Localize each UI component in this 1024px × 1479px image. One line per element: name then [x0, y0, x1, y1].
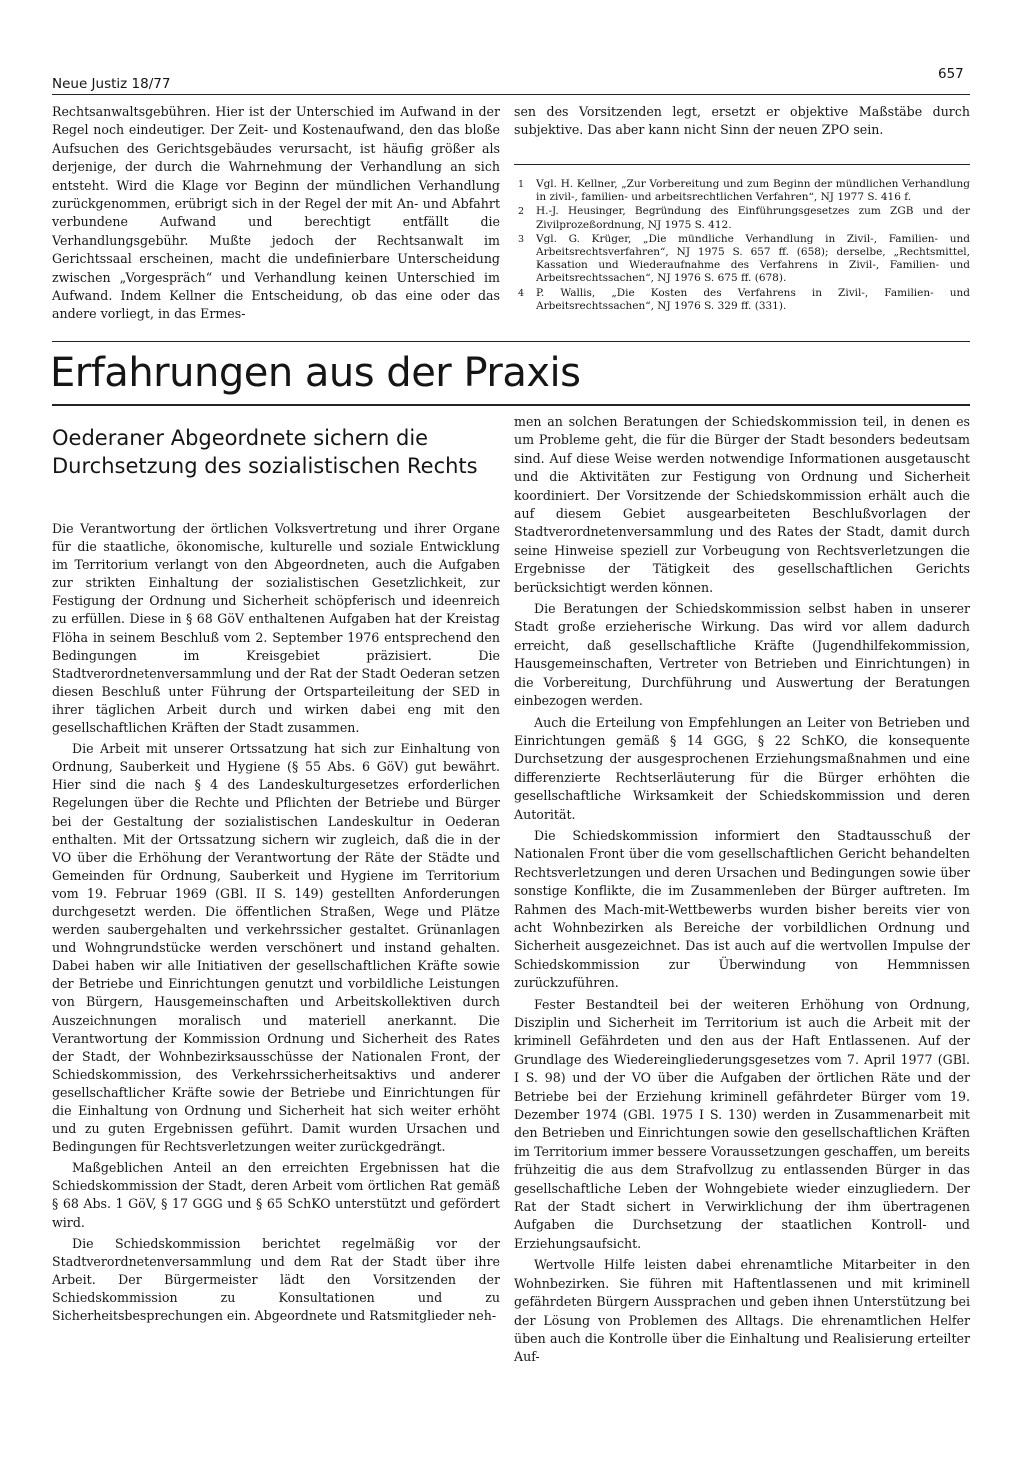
top-left-column — [52, 103, 500, 324]
article-paragraph: Auch die Erteilung von Empfehlungen an Leiter von Betrieben und Einrichtungen gemäß § 14 GGG, § 22 SchKO, die konsequente Durchsetzung der ausgesprochenen Erziehungsmaßnahmen und eine differenzierte Rechtserläuterung für die Bürger erhöhten die gesellschaftliche Wirksamkeit der Schiedskommission und deren Autorität. — [514, 714, 970, 822]
footnote-rule — [514, 164, 970, 165]
section-bottom-rule — [52, 404, 970, 406]
article-paragraph: Die Schiedskommission berichtet regelmäßig vor der Stadtverordnetenversammlung und dem Rat der Stadt über ihre Arbeit. Der Bürgermeister lädt den Vorsitzenden der Schiedskommission zu Konsultationen und zu Sicherheitsbesprechungen ein. Abgeordnete und Ratsmitglieder neh- — [52, 1235, 500, 1324]
article-left-column — [52, 520, 500, 1325]
footnotes — [514, 178, 970, 313]
top-left-paragraph: Rechtsanwaltsgebühren. Hier ist der Unterschied im Aufwand in der Regel noch eindeutiger. Der Zeit- und Kostenaufwand, den das bloße Aufsuchen des Gerichtsgebäudes verursacht, ist häufig größer als derjenige, der durch die Wahrnehmung der Verhandlung an sich entsteht. Wird die Klage vor Beginn der mündlichen Verhandlung zurückgenommen, erübrigt sich in der Regel der mit An- und Abfahrt verbundene Aufwand und berechtigt entfällt die Verhandlungsgebühr. Mußte jedoch der Rechtsanwalt im Gerichtssaal erscheinen, macht die undefinierbare Unterscheidung zwischen „Vorgespräch“ und Verhandlung keinen Unterschied im Aufwand. Indem Kellner die Entscheidung, ob das eine oder das andere vorliegt, in das Ermes- — [52, 104, 500, 322]
article-paragraph: Die Arbeit mit unserer Ortssatzung hat sich zur Einhaltung von Ordnung, Sauberkeit und Hygiene (§ 55 Abs. 6 GöV) gut bewährt. Hier sind die nach § 4 des Landeskulturgesetzes erforderlichen Regelungen über die Rechte und Pflichten der Betriebe und Bürger bei der Gestaltung der sozialistischen Landeskultur in Oederan enthalten. Mit der Ortssatzung sichern wir zugleich, daß die in der VO über die Erhöhung der Verantwortung der Räte der Städte und Gemeinden für Ordnung, Sauberkeit und Hygiene im Territorium vom 19. Februar 1969 (GBl. II S. 149) gestellten Anforderungen durchgesetzt werden. Die öffentlichen Straßen, Wege und Plätze werden saubergehalten und verkehrssicher gestaltet. Grünanlagen und Wohngrundstücke werden verschönert und instand gehalten. Dabei haben wir alle Initiativen der gesellschaftlichen Kräfte sowie der Betriebe und Einrichtungen genutzt und vorbildliche Leistungen von Bürgern, Hausgemeinschaften und Arbeitskollektiven durch Auszeichnungen moralisch und materiell anerkannt. Die Verantwortung der Kommission Ordnung und Sicherheit des Rates der Stadt, der Wohnbezirksausschüsse der Nationalen Front, der Schiedskommission, des Verkehrssicherheitsaktivs und anderer gesellschaftlicher Kräfte sowie der Betriebe und Einrichtungen für die Einhaltung von Ordnung und Sicherheit hat sich weiter erhöht und zu guten Ergebnissen geführt. Damit wurden Ursachen und Bedingungen für Rechtsverletzungen weiter zurückgedrängt. — [52, 741, 500, 1155]
article-paragraph: Wertvolle Hilfe leisten dabei ehrenamtliche Mitarbeiter in den Wohnbezirken. Sie führen mit Haftentlassenen und mit kriminell gefährdeten Bürgern Aussprachen und geben ihnen Unterstützung bei der Lösung von Problemen des Alltags. Die ehrenamtlichen Helfer üben auch die Kontrolle über die Einhaltung und Realisierung erteilter Auf- — [514, 1257, 970, 1365]
section-top-rule — [52, 341, 970, 342]
footnote: 4 P. Wallis, „Die Kosten des Verfahrens in Zivil-, Familien- und Arbeitsrechtssachen“, NJ 1976 S. 329 ff. (331). — [518, 286, 970, 312]
top-right-column — [514, 103, 970, 140]
article-paragraph: Maßgeblichen Anteil an den erreichten Ergebnissen hat die Schiedskommission der Stadt, deren Arbeit vom örtlichen Rat gemäß § 68 Abs. 1 GöV, § 17 GGG und § 65 SchKO unterstützt und gefördert wird. — [52, 1160, 500, 1230]
article-title-line: Oederaner Abgeordnete sichern die — [52, 426, 429, 450]
article-paragraph: Fester Bestandteil bei der weiteren Erhöhung von Ordnung, Disziplin und Sicherheit im Territorium ist auch die Arbeit mit der kriminell Gefährdeten und den aus der Haft Entlassenen. Auf der Grundlage des Wiedereingliederungsgesetzes vom 7. April 1977 (GBl. I S. 98) und der VO über die Aufgaben der örtlichen Räte und der Betriebe bei der Erziehung kriminell gefährdeter Bürger vom 19. Dezember 1974 (GBl. 1975 I S. 130) werden in Zusammenarbeit mit den Betrieben und Einrichtungen sowie den gesellschaftlichen Kräften im Territorium immer bessere Voraussetzungen geschaffen, um bereits frühzeitig die aus dem Strafvollzug zu entlassenden Bürger in das gesellschaftliche Leben der Wohngebiete wieder einzugliedern. Der Rat der Stadt sichert in Verwirklichung der ihm übertragenen Aufgaben die Durchsetzung der staatlichen Kontroll- und Erziehungsaufsicht. — [514, 996, 970, 1251]
article-title-line: Durchsetzung des sozialistischen Rechts — [52, 454, 478, 478]
article-right-column — [514, 413, 970, 1367]
section-title: Erfahrungen aus der Praxis — [50, 350, 581, 396]
article-paragraph: Die Schiedskommission informiert den Stadtausschuß der Nationalen Front über die vom gesellschaftlichen Gericht behandelten Rechtsverletzungen und deren Ursachen und Bedingungen sowie über sonstige Konflikte, die im Zusammenleben der Bürger auftreten. Im Rahmen des Mach-mit-Wettbewerbs wurden bisher bereits vier von acht Wohnbezirken als Bereiche der vorbildlichen Ordnung und Sicherheit ausgezeichnet. Das ist auch auf die wertvollen Impulse der Schiedskommission zur Überwindung von Hemmnissen zurückzuführen. — [514, 827, 970, 991]
article-paragraph: Die Verantwortung der örtlichen Volksvertretung und ihrer Organe für die staatliche, ökonomische, kulturelle und soziale Entwicklung im Territorium verlangt von den Abgeordneten, auch die Aufgaben zur strikten Einhaltung der sozialistischen Gesetzlichkeit, zur Festigung der Ordnung und Sicherheit schöpferisch und ideenreich zu erfüllen. Diese in § 68 GöV enthaltenen Aufgaben hat der Kreistag Flöha in seinem Beschluß vom 2. September 1976 entsprechend den Bedingungen im Kreisgebiet präzisiert. Die Stadtverordnetenversammlung und der Rat der Stadt Oederan setzen diesen Beschluß unter Führung der Ortsparteileitung der SED in ihrer täglichen Arbeit durch und wirken dabei eng mit den gesellschaftlichen Kräften der Stadt zusammen. — [52, 521, 500, 736]
page-number: 657 — [938, 66, 964, 82]
footnote: 2 H.-J. Heusinger, Begründung des Einführungsgesetzes zum ZGB und der Zivilprozeßordnung, NJ 1975 S. 412. — [518, 205, 970, 231]
top-right-paragraph: sen des Vorsitzenden legt, ersetzt er objektive Maßstäbe durch subjektive. Das aber kann nicht Sinn der neuen ZPO sein. — [514, 104, 970, 138]
header-rule — [52, 94, 970, 95]
article-paragraph: men an solchen Beratungen der Schiedskommission teil, in denen es um Probleme geht, die für die Bürger der Stadt besonders bedeutsam sind. Auf diese Weise werden notwendige Informationen ausgetauscht und die Aktivitäten zur Festigung von Ordnung und Sicherheit koordiniert. Der Vorsitzende der Schiedskommission erhält auch die auf diesem Gebiet ausgearbeiteten Beschlußvorlagen der Stadtverordnetenversammlung und des Rates der Stadt, damit durch seine Hinweise speziell zur Vorbeugung von Rechtsverletzungen die Ergebnisse der Tätigkeit des gesellschaftlichen Gerichts berücksichtigt werden können. — [514, 414, 970, 595]
journal-header: Neue Justiz 18/77 — [52, 76, 171, 92]
footnote: 3 Vgl. G. Krüger, „Die mündliche Verhandlung in Zivil-, Familien- und Arbeitsrechtsverfahren“, NJ 1975 S. 657 ff. (658); derselbe, „Rechtsmittel, Kassation und Wiederaufnahme des Verfahrens in Zivil-, Familien- und Arbeitsrechtssachen“, NJ 1976 S. 675 ff. (678). — [518, 232, 970, 285]
article-title — [52, 424, 492, 480]
article-paragraph: Die Beratungen der Schiedskommission selbst haben in unserer Stadt große erzieherische Wirkung. Das wird vor allem dadurch erreicht, daß gesellschaftliche Kräfte (Jugendhilfekommission, Hausgemeinschaften, Vertreter von Betrieben und Einrichtungen) in die Vorbereitung, Durchführung und Auswertung der Beratungen einbezogen werden. — [514, 601, 970, 709]
footnote: 1 Vgl. H. Kellner, „Zur Vorbereitung und zum Beginn der mündlichen Verhandlung in zivil-, familien- und arbeitsrechtlichen Verfahren“, NJ 1977 S. 416 f. — [518, 178, 970, 204]
